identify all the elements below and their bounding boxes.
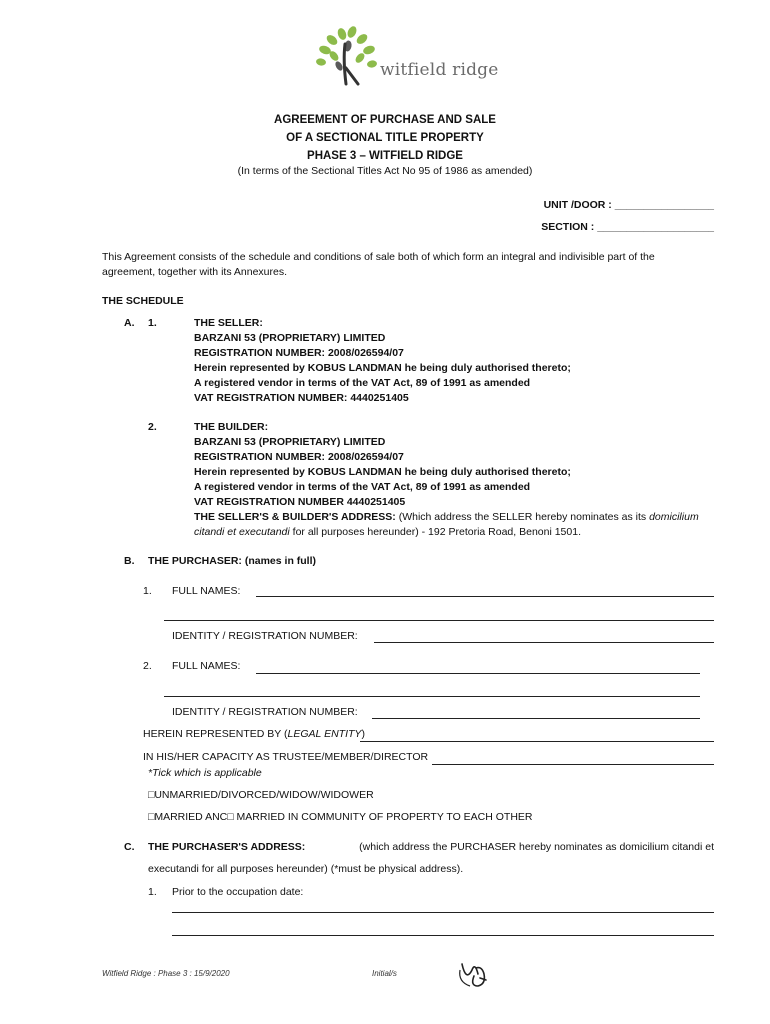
full-names-1-input[interactable] (256, 596, 714, 597)
seller-block (194, 316, 571, 406)
id-reg-1-input[interactable] (374, 642, 714, 643)
initials-label: Initial/s (372, 969, 397, 978)
title-line-1: AGREEMENT OF PURCHASE AND SALE (274, 114, 496, 126)
intro-line-1: This Agreement consists of the schedule and conditions of sale both of which form an integral and indivisible part of the (102, 251, 655, 263)
id-reg-label: IDENTITY / REGISTRATION NUMBER: (172, 706, 358, 718)
full-names-2-input[interactable] (256, 673, 700, 674)
section-b-letter: B. (124, 555, 135, 567)
seller-line: THE SELLER: (194, 317, 263, 329)
builder-line: VAT REGISTRATION NUMBER 4440251405 (194, 496, 406, 508)
title-line-3: PHASE 3 – WITFIELD RIDGE (307, 150, 463, 162)
id-reg-label: IDENTITY / REGISTRATION NUMBER: (172, 630, 358, 642)
address-item-1-num: 1. (148, 886, 157, 898)
id-reg-2-input[interactable] (372, 718, 700, 719)
marital-option-unmarried[interactable]: □UNMARRIED/DIVORCED/WIDOW/WIDOWER (148, 789, 374, 801)
purchaser-address-text-2: executandi for all purposes hereunder) (*must be physical address). (148, 863, 464, 875)
unit-door-field[interactable]: UNIT /DOOR : _________________ (543, 199, 714, 211)
builder-line: THE BUILDER: (194, 421, 269, 433)
seller-line: BARZANI 53 (PROPRIETARY) LIMITED (194, 332, 386, 344)
represented-prefix: HEREIN REPRESENTED BY ( (143, 728, 288, 740)
footer-text: Witfield Ridge : Phase 3 : 15/9/2020 (102, 969, 230, 978)
full-names-label: FULL NAMES: (172, 585, 241, 597)
capacity-input[interactable] (432, 764, 714, 765)
builder-line: BARZANI 53 (PROPRIETARY) LIMITED (194, 436, 386, 448)
initials-signature-icon (456, 956, 492, 990)
schedule-heading: THE SCHEDULE (102, 295, 184, 307)
title-line-2: OF A SECTIONAL TITLE PROPERTY (286, 132, 484, 144)
address-input-1[interactable] (172, 912, 714, 913)
represented-suffix: ) (361, 728, 365, 740)
purchaser-1-num: 1. (143, 585, 152, 597)
seller-line: Herein represented by KOBUS LANDMAN he being duly authorised thereto; (194, 362, 571, 374)
represented-by-input[interactable] (360, 741, 714, 742)
seller-line: VAT REGISTRATION NUMBER: 4440251405 (194, 392, 409, 404)
address-label: THE SELLER'S & BUILDER'S ADDRESS: (194, 511, 396, 523)
tick-note: *Tick which is applicable (148, 767, 262, 779)
seller-line: A registered vendor in terms of the VAT Act, 89 of 1991 as amended (194, 377, 531, 389)
seller-num: 1. (148, 317, 157, 329)
purchaser-2-num: 2. (143, 660, 152, 672)
seller-line: REGISTRATION NUMBER: 2008/026594/07 (194, 347, 404, 359)
builder-line: REGISTRATION NUMBER: 2008/026594/07 (194, 451, 404, 463)
purchaser-address-line-1 (148, 840, 714, 855)
page-title (0, 111, 770, 165)
builder-num: 2. (148, 421, 157, 433)
marital-option-married[interactable]: □MARRIED ANC□ MARRIED IN COMMUNITY OF PROPERTY TO EACH OTHER (148, 811, 533, 823)
builder-address-2 (194, 525, 581, 540)
section-field[interactable]: SECTION : ____________________ (541, 221, 714, 233)
section-c-letter: C. (124, 841, 135, 853)
subtitle: (In terms of the Sectional Titles Act No 95 of 1986 as amended) (237, 165, 533, 177)
purchaser-heading: THE PURCHASER: (names in full) (148, 555, 317, 567)
builder-line: Herein represented by KOBUS LANDMAN he being duly authorised thereto; (194, 466, 571, 478)
purchaser-address-text-1: (which address the PURCHASER hereby nominates as domicilium citandi et (359, 841, 714, 853)
represented-by-label (143, 727, 365, 742)
represented-italic: LEGAL ENTITY (287, 728, 362, 740)
builder-address (194, 510, 699, 525)
full-names-label: FULL NAMES: (172, 660, 241, 672)
capacity-label: IN HIS/HER CAPACITY AS TRUSTEE/MEMBER/DIRECTOR (143, 751, 429, 763)
address-italic-1: domicilium (649, 511, 699, 523)
full-names-1-input-cont[interactable] (164, 620, 714, 621)
section-a-letter: A. (124, 317, 135, 329)
full-names-2-input-cont[interactable] (164, 696, 700, 697)
logo-text: witfield ridge (380, 60, 499, 80)
address-italic-2: citandi et executandi (194, 526, 290, 538)
prior-occupation-label: Prior to the occupation date: (172, 886, 304, 898)
purchaser-address-label: THE PURCHASER'S ADDRESS: (148, 841, 306, 853)
logo (312, 26, 512, 90)
address-text-2: for all purposes hereunder) - 192 Pretoria Road, Benoni 1501. (289, 526, 581, 538)
tree-logo-icon (312, 26, 382, 88)
intro-line-2: agreement, together with its Annexures. (102, 266, 288, 278)
address-input-2[interactable] (172, 935, 714, 936)
builder-line: A registered vendor in terms of the VAT Act, 89 of 1991 as amended (194, 481, 531, 493)
builder-block (194, 420, 571, 510)
address-text-1: (Which address the SELLER hereby nominates as its (395, 511, 650, 523)
